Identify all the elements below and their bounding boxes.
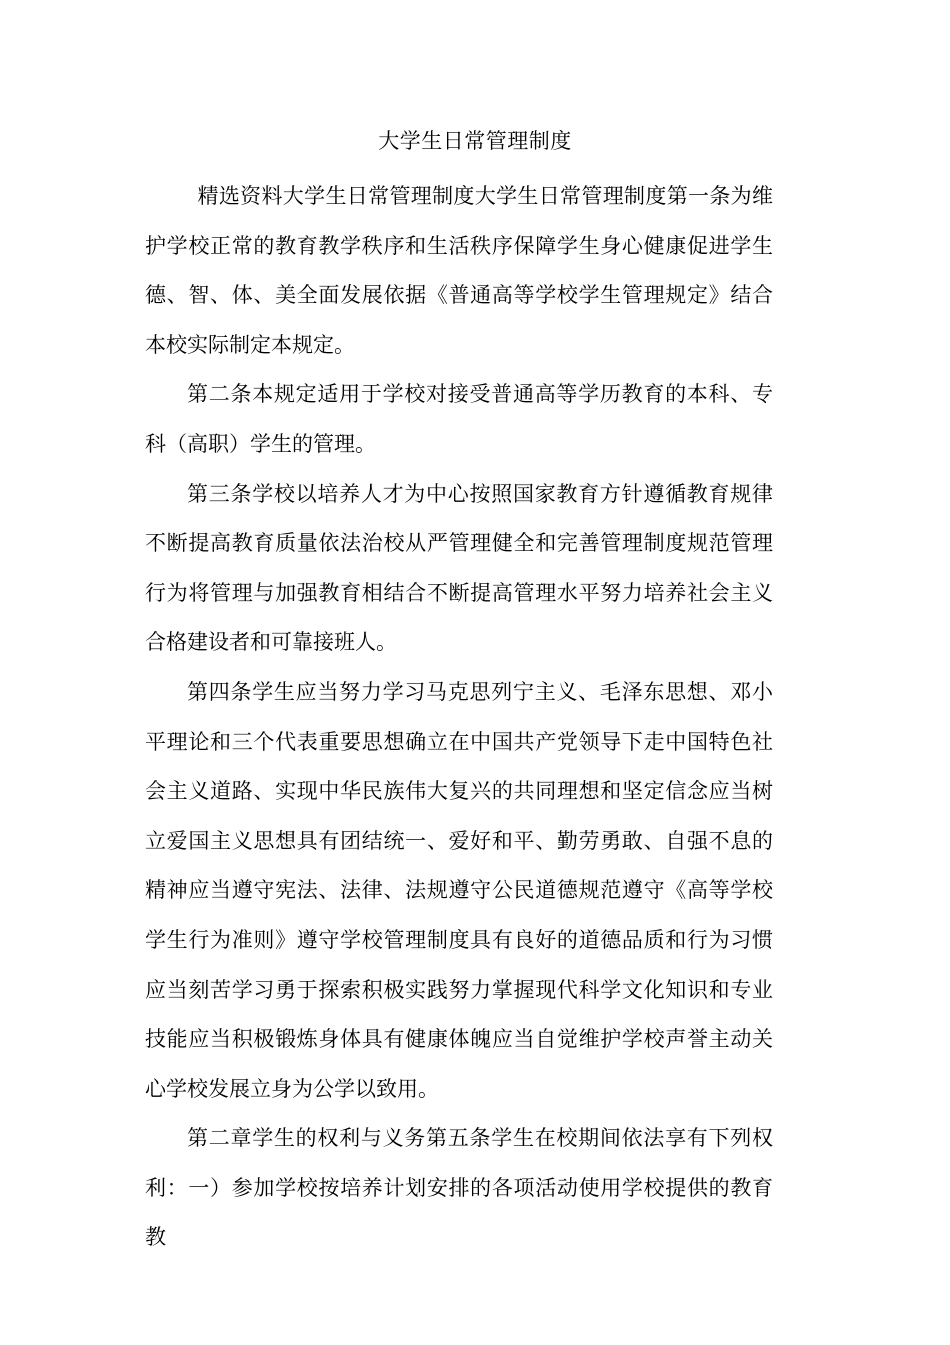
paragraph-chapter-2-article-5: 第二章学生的权利与义务第五条学生在校期间依法享有下列权利：一）参加学校按培养计划安排的各项活动使用学校提供的教育教 xyxy=(145,1126,773,1250)
paragraph-article-2: 第二条本规定适用于学校对接受普通高等学历教育的本科、专科（高职）学生的管理。 xyxy=(145,382,773,456)
paragraph-article-3: 第三条学校以培养人才为中心按照国家教育方针遵循教育规律不断提高教育质量依法治校从严管理健全和完善管理制度规范管理行为将管理与加强教育相结合不断提高管理水平努力培养社会主义合格建设者和可靠接班人。 xyxy=(145,481,773,655)
document-body xyxy=(145,172,773,1263)
document-title: 大学生日常管理制度 xyxy=(378,129,572,153)
paragraph-article-4: 第四条学生应当努力学习马克思列宁主义、毛泽东思想、邓小平理论和三个代表重要思想确立在中国共产党领导下走中国特色社会主义道路、实现中华民族伟大复兴的共同理想和坚定信念应当树立爱国主义思想具有团结统一、爱好和平、勤劳勇敢、自强不息的精神应当遵守宪法、法律、法规遵守公民道德规范遵守《高等学校学生行为准则》遵守学校管理制度具有良好的道德品质和行为习惯应当刻苦学习勇于探索积极实践努力掌握现代科学文化知识和专业技能应当积极锻炼身体具有健康体魄应当自觉维护学校声誉主动关心学校发展立身为公学以致用。 xyxy=(145,679,773,1101)
paragraph-article-1: 精选资料大学生日常管理制度大学生日常管理制度第一条为维护学校正常的教育教学秩序和生活秩序保障学生身心健康促进学生德、智、体、美全面发展依据《普通高等学校学生管理规定》结合本校实际制定本规定。 xyxy=(145,184,773,357)
